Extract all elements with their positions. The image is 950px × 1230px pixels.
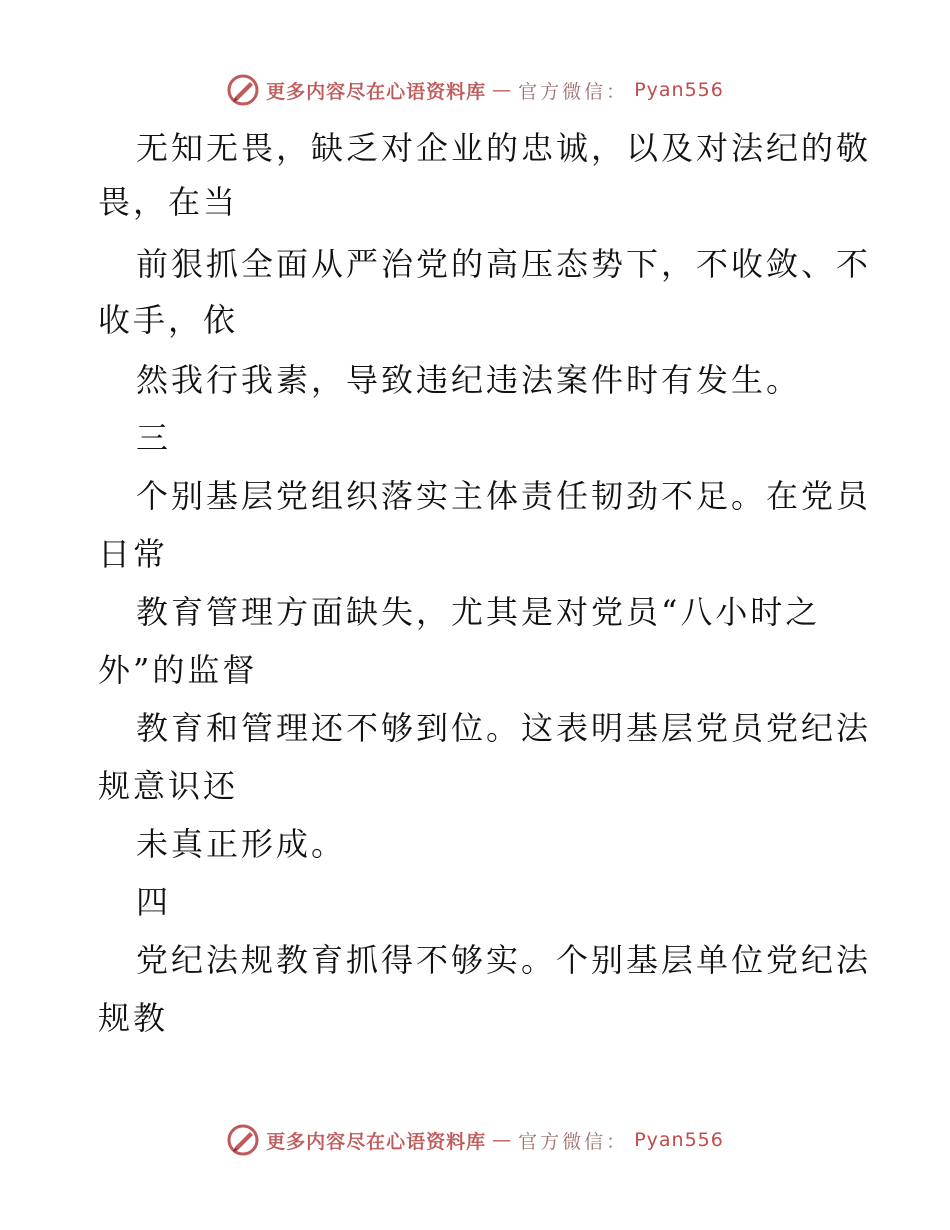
banner-wechat-id: Pyan556 — [634, 1129, 724, 1151]
footer-banner — [0, 1120, 950, 1160]
banner-label: 官方微信： — [518, 80, 629, 103]
text-line: 规意识还 — [98, 767, 239, 805]
banner-separator: — — [492, 79, 513, 101]
pen-logo-icon — [226, 73, 260, 107]
text-line: 无知无畏，缺乏对企业的忠诚，以及对法纪的敬 — [136, 129, 872, 167]
text-line: 日常 — [98, 535, 169, 573]
text-line: 教育和管理还不够到位。这表明基层党员党纪法 — [136, 709, 872, 747]
pen-logo-icon — [226, 1123, 260, 1157]
text-line: 规教 — [98, 999, 169, 1037]
text-line: 畏，在当 — [98, 183, 239, 221]
banner-main-text: 更多内容尽在心语资料库 — [266, 80, 487, 103]
text-line: 四 — [136, 883, 172, 921]
text-line: 未真正形成。 — [136, 825, 347, 863]
text-line: 三 — [136, 419, 172, 457]
text-line: 收手，依 — [98, 301, 239, 339]
text-line: 前狠抓全面从严治党的高压态势下，不收敛、不 — [136, 245, 872, 283]
text-line: 教育管理方面缺失，尤其是对党员“八小时之 — [136, 593, 821, 631]
text-line: 然我行我素，导致违纪违法案件时有发生。 — [136, 361, 802, 399]
banner-label: 官方微信： — [518, 1130, 629, 1153]
header-banner — [0, 70, 950, 110]
banner-main-text: 更多内容尽在心语资料库 — [266, 1130, 487, 1153]
text-line: 个别基层党组织落实主体责任韧劲不足。在党员 — [136, 477, 872, 515]
text-line: 外”的监督 — [98, 651, 258, 689]
text-line: 党纪法规教育抓得不够实。个别基层单位党纪法 — [136, 941, 872, 979]
banner-wechat-id: Pyan556 — [634, 79, 724, 101]
banner-separator: — — [492, 1129, 513, 1151]
